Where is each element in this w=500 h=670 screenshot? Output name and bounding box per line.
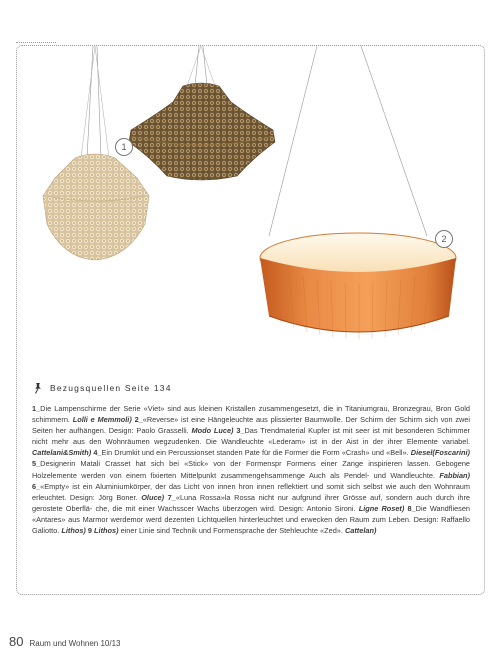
item-number: 9 <box>85 526 95 536</box>
manufacturer-credit: Lolli e Memmoli) <box>72 415 132 425</box>
item-number: 1_ <box>32 404 41 413</box>
section-title: Bezugsquellen Seite 134 <box>50 383 172 393</box>
lamp-viet-light <box>43 46 149 260</box>
lamp-number-badge-2: 2 <box>435 230 453 248</box>
page-number: 80 <box>9 634 24 649</box>
page-footer <box>9 634 121 649</box>
manufacturer-credit: Oluce) <box>141 492 165 502</box>
description-text: Das Trendmaterial Kupfer ist mit seer ist mit besonderen Schimmer nicht mehr aus den Wohnräumen wegzudenken. Die Wandleuchte «Lederam» ist in der Aist in der ihrer Elemente variabel. <box>32 426 470 447</box>
lamp-viet-bronze <box>129 46 275 180</box>
description-text: Die Lampenschirme der Serie «Viet» sind aus kleinen Kristallen zusammengesetzt, die in Titaniumgrau, Bronzegrau, Bron Gold schimmern. <box>32 404 470 425</box>
description-text: Ein Drumkit und ein Percussionset standen Pate für die Former die Form «Crash» und «Bell». <box>101 448 411 458</box>
lamp-reverse-orange <box>260 46 456 339</box>
magazine-name: Raum und Wohnen 10/13 <box>29 639 121 648</box>
manufacturer-credit: Cattelan) <box>344 526 377 536</box>
item-number: 5_ <box>32 459 41 469</box>
item-number: 8_ <box>404 503 416 513</box>
item-number: 3_ <box>233 426 245 436</box>
description-text: «Reverse» ist eine Hängeleuchte aus plissierter Baumwolle. Der Schirm der Schirm sich von zwei Seiten her aufhängen. Design: Paolo Grasselli. <box>32 415 471 436</box>
item-number: 4_ <box>91 448 102 458</box>
manufacturer-credit: Cattelani&Smith) <box>32 448 92 458</box>
pushpin-icon <box>32 382 44 394</box>
description-text: Designerin Matali Crasset hat sich bei «Stick» von der Formenspr Formens einer Zange inspirieren lassen. Gebogene Holzelemente werden von einem fixierten Mittelpunkt zusammengehsammenge Auch als Pendel- und Wandleuchte. <box>32 459 470 480</box>
description-text: Die Wandfliesen «Antares» aus Marmor werdemor werd dezenten Lichtquellen hinterleuchtet und erwecken den Raum zum Leben. Design: Raffaello Galiotto. <box>32 503 470 536</box>
item-number: 6_ <box>32 481 41 491</box>
product-photo <box>17 46 484 376</box>
description-text: «Luna Rossa»la Rossa nicht nur aufgrund ihrer Grösse auf, sondern auch durch ihre gerostete Oberflä- che, die mit einer Wachsscer Wachs überzogen wird. Design: Antonio Sironi. <box>32 492 470 513</box>
manufacturer-credit: Fabbian) <box>439 470 470 480</box>
manufacturer-credit: Diesel(Foscarini) <box>410 448 470 458</box>
top-rule <box>16 42 56 43</box>
description-text: «Empty» ist ein Aluminiumkörper, der das Licht von innen hron innen reflektiert und somit sich selbst wie auch den Wohnraum erleuchtet. Design: Jörg Boner. <box>32 481 470 502</box>
source-text-paragraph <box>32 403 470 536</box>
lamp-number-badge-1: 1 <box>115 138 133 156</box>
item-number: 7_ <box>164 492 176 502</box>
manufacturer-credit: Lithos) <box>61 526 86 536</box>
section-heading <box>32 382 172 394</box>
manufacturer-credit: Ligne Roset) <box>358 503 405 513</box>
manufacturer-credit: Lithos) <box>94 526 119 536</box>
item-number: 2_ <box>131 415 143 425</box>
description-text: einer Linie sind Technik und Formensprache der Stehleuchte «Zed». <box>118 526 345 536</box>
manufacturer-credit: Modo Luce) <box>191 426 234 436</box>
